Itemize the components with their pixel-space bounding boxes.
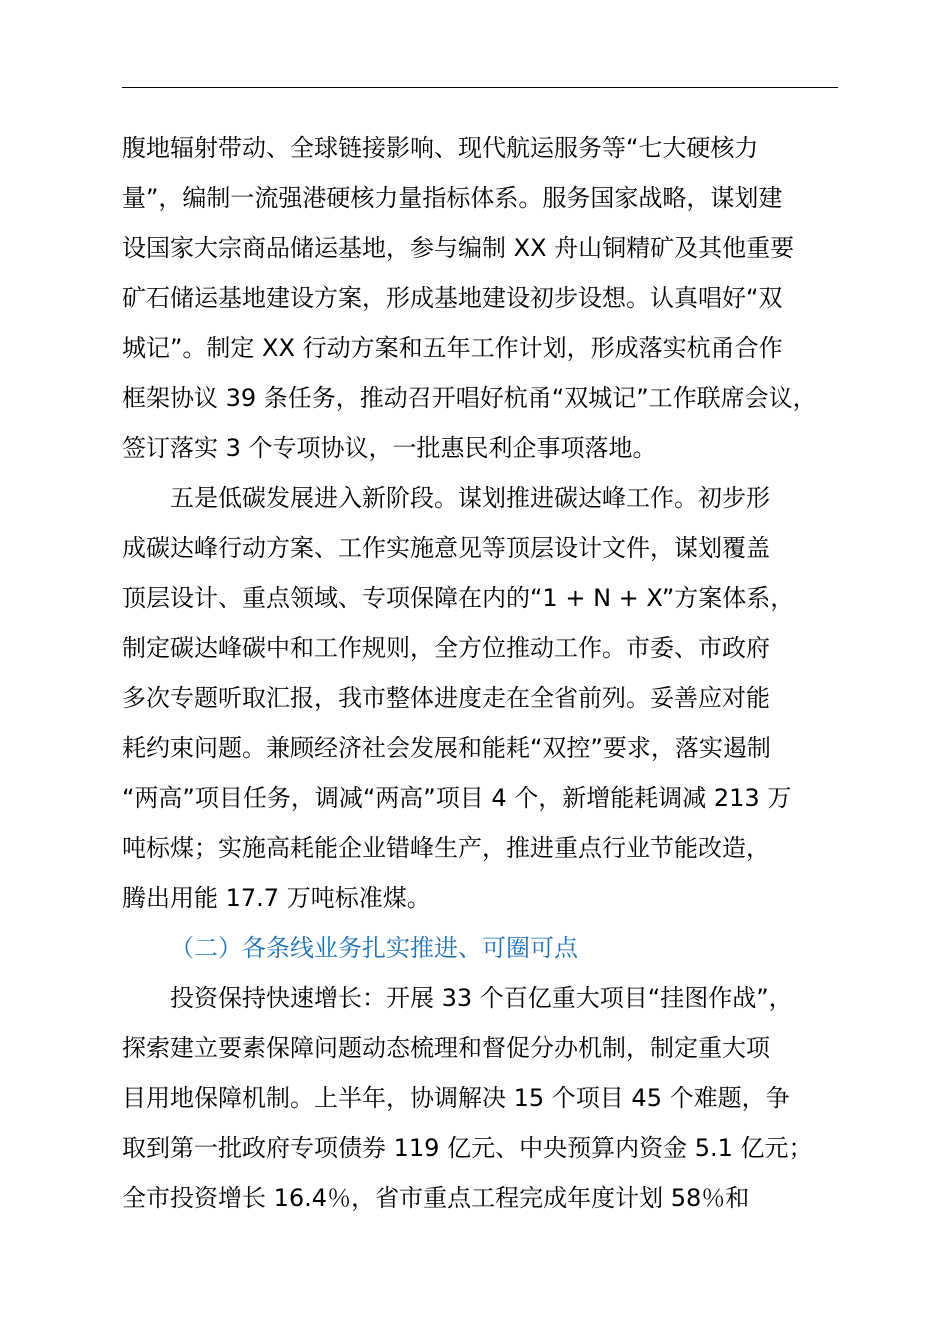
paragraph-line: 探索建立要素保障问题动态梳理和督促分办机制，制定重大项: [122, 1034, 770, 1062]
paragraph-line: 腹地辐射带动、全球链接影响、现代航运服务等“七大硬核力: [122, 134, 759, 162]
paragraph-line: 矿石储运基地建设方案，形成基地建设初步设想。认真唱好“双: [122, 284, 783, 312]
section-heading: （二）各条线业务扎实推进、可圈可点: [170, 934, 578, 962]
paragraph-line: 设国家大宗商品储运基地，参与编制 XX 舟山铜精矿及其他重要: [122, 234, 795, 262]
paragraph-line: 制定碳达峰碳中和工作规则，全方位推动工作。市委、市政府: [122, 634, 770, 662]
paragraph-line: 顶层设计、重点领域、专项保障在内的“1 + N + X”方案体系，: [122, 584, 795, 612]
paragraph-line: 耗约束问题。兼顾经济社会发展和能耗“双控”要求，落实遏制: [122, 734, 771, 762]
paragraph-line: 多次专题听取汇报，我市整体进度走在全省前列。妥善应对能: [122, 684, 770, 712]
paragraph-line: “两高”项目任务，调减“两高”项目 4 个，新增能耗调减 213 万: [122, 784, 792, 812]
header-rule: [122, 87, 838, 88]
paragraph-line: 五是低碳发展进入新阶段。谋划推进碳达峰工作。初步形: [170, 484, 770, 512]
paragraph-line: 投资保持快速增长：开展 33 个百亿重大项目“挂图作战”，: [170, 984, 793, 1012]
paragraph-line: 框架协议 39 条任务，推动召开唱好杭甬“双城记”工作联席会议，: [122, 384, 817, 412]
paragraph-line: 全市投资增长 16.4％，省市重点工程完成年度计划 58％和: [122, 1184, 750, 1212]
paragraph-line: 签订落实 3 个专项协议，一批惠民利企事项落地。: [122, 434, 657, 462]
paragraph-line: 腾出用能 17.7 万吨标准煤。: [122, 884, 431, 912]
paragraph-line: 量”，编制一流强港硬核力量指标体系。服务国家战略，谋划建: [122, 184, 783, 212]
paragraph-line: 目用地保障机制。上半年，协调解决 15 个项目 45 个难题，争: [122, 1084, 790, 1112]
paragraph-line: 吨标煤；实施高耗能企业错峰生产，推进重点行业节能改造，: [122, 834, 770, 862]
paragraph-line: 成碳达峰行动方案、工作实施意见等顶层设计文件，谋划覆盖: [122, 534, 770, 562]
paragraph-line: 城记”。制定 XX 行动方案和五年工作计划，形成落实杭甬合作: [122, 334, 783, 362]
paragraph-line: 取到第一批政府专项债券 119 亿元、中央预算内资金 5.1 亿元；: [122, 1134, 813, 1162]
